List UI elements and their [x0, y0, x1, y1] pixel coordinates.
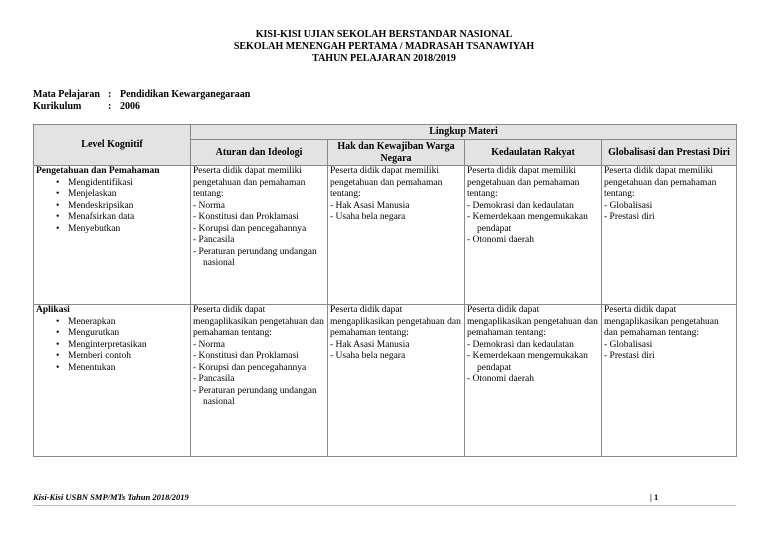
- material-item-text: Peraturan perundang undangan nasional: [198, 385, 317, 407]
- list-item: • Mengurutkan: [56, 328, 188, 340]
- material-item: - Konstitusi dan Proklamasi: [193, 351, 299, 361]
- material-item-text: Demokrasi dan kedaulatan: [472, 339, 574, 350]
- material-cell: [465, 166, 602, 305]
- cell-intro: Peserta didik dapat memiliki pengetahuan dan pemahaman tentang:: [604, 166, 717, 199]
- material-item-text: Prestasi diri: [609, 351, 655, 361]
- list-item: • Menginterpretasikan: [56, 340, 188, 352]
- material-cell: [191, 305, 328, 457]
- level-title: Aplikasi: [36, 305, 70, 315]
- material-item-text: Demokrasi dan kedaulatan: [472, 200, 574, 211]
- material-item-text: Hak Asasi Manusia: [335, 339, 410, 350]
- cell-intro: Peserta didik dapat memiliki pengetahuan dan pemahaman tentang:: [330, 166, 443, 199]
- material-item: - Demokrasi dan kedaulatan: [467, 200, 574, 211]
- material-cell: [602, 305, 737, 457]
- material-item-text: Norma: [198, 339, 225, 350]
- cell-intro: Peserta didik dapat mengaplikasikan pengetahuan dan pemahaman tentang:: [330, 305, 461, 338]
- material-item: - Usaha bela negara: [330, 351, 406, 361]
- cell-intro: Peserta didik dapat mengaplikasikan pengetahuan dan pemahaman tentang:: [604, 305, 719, 338]
- material-item-text: Hak Asasi Manusia: [335, 200, 410, 211]
- material-item-text: Kemerdekaan mengemukakan pendapat: [472, 351, 588, 373]
- column-header: Hak dan Kewajiban Warga Negara: [328, 140, 465, 166]
- list-item: • Menafsirkan data: [56, 212, 188, 224]
- subject-colon: :: [108, 89, 112, 100]
- curriculum-value: 2006: [120, 101, 140, 112]
- material-cell: [328, 166, 465, 305]
- cell-intro: Peserta didik dapat memiliki pengetahuan dan pemahaman tentang:: [467, 166, 580, 199]
- material-item: - Norma: [193, 200, 225, 211]
- material-item: - Korupsi dan pencegahannya: [193, 362, 307, 373]
- material-item: - Pancasila: [193, 235, 235, 245]
- list-item: • Menyebutkan: [56, 224, 188, 236]
- material-item: - Globalisasi: [604, 339, 653, 350]
- material-item-text: Norma: [198, 200, 225, 211]
- footer-divider: [33, 505, 736, 506]
- level-cell: [34, 305, 191, 457]
- level-header: Level Kognitif: [34, 125, 191, 166]
- material-item-text: Pancasila: [198, 374, 235, 384]
- material-item: - Peraturan perundang undangan nasional: [193, 246, 317, 268]
- column-header: Globalisasi dan Prestasi Diri: [602, 140, 737, 166]
- cognitive-level-table: [33, 124, 737, 457]
- material-item-text: Otonomi daerah: [472, 235, 535, 245]
- material-item-text: Prestasi diri: [609, 212, 655, 222]
- material-item-text: Usaha bela negara: [335, 212, 406, 222]
- column-header: Aturan dan Ideologi: [191, 140, 328, 166]
- material-item-text: Konstitusi dan Proklamasi: [198, 351, 299, 361]
- subject-value: Pendidikan Kewarganegaraan: [120, 89, 251, 100]
- material-cell: [328, 305, 465, 457]
- material-cell: [465, 305, 602, 457]
- list-item: • Mendeskripsikan: [56, 201, 188, 213]
- material-item-text: Globalisasi: [609, 339, 653, 350]
- material-item: - Usaha bela negara: [330, 212, 406, 222]
- doc-title-line-1: KISI-KISI UJIAN SEKOLAH BERSTANDAR NASIONAL: [255, 29, 513, 40]
- doc-title-line-2: SEKOLAH MENENGAH PERTAMA / MADRASAH TSANAWIYAH: [233, 41, 535, 52]
- material-cell: [602, 166, 737, 305]
- level-cell: [34, 166, 191, 305]
- material-item: - Kemerdekaan mengemukakan pendapat: [467, 351, 588, 373]
- cell-intro: Peserta didik dapat mengaplikasikan pengetahuan dan pemahaman tentang:: [467, 305, 598, 338]
- list-item: • Menerapkan: [56, 317, 188, 329]
- cell-intro: Peserta didik dapat mengaplikasikan pengetahuan dan pemahaman tentang:: [193, 305, 324, 338]
- material-item: - Otonomi daerah: [467, 374, 535, 384]
- material-item-text: Usaha bela negara: [335, 351, 406, 361]
- table-row: [34, 166, 737, 305]
- cell-intro: Peserta didik dapat memiliki pengetahuan dan pemahaman tentang:: [193, 166, 306, 199]
- material-item-text: Globalisasi: [609, 200, 653, 211]
- material-item: - Konstitusi dan Proklamasi: [193, 212, 299, 222]
- scope-header: Lingkup Materi: [191, 125, 737, 140]
- material-item-text: Korupsi dan pencegahannya: [198, 362, 307, 373]
- curriculum-colon: :: [108, 101, 112, 112]
- material-item: - Hak Asasi Manusia: [330, 339, 410, 350]
- list-item: • Memberi contoh: [56, 351, 188, 363]
- curriculum-label: Kurikulum: [33, 101, 82, 112]
- material-item-text: Korupsi dan pencegahannya: [198, 223, 307, 234]
- material-item-text: Otonomi daerah: [472, 374, 535, 384]
- table-row: [34, 305, 737, 457]
- page-number: | 1: [650, 492, 659, 502]
- material-item: - Globalisasi: [604, 200, 653, 211]
- list-item: • Menentukan: [56, 363, 188, 375]
- level-verb-list: [36, 178, 188, 236]
- material-item-text: Pancasila: [198, 235, 235, 245]
- material-item: - Kemerdekaan mengemukakan pendapat: [467, 212, 588, 234]
- material-item: - Prestasi diri: [604, 351, 655, 361]
- list-item: • Menjelaskan: [56, 189, 188, 201]
- material-item: - Pancasila: [193, 374, 235, 384]
- material-item-text: Peraturan perundang undangan nasional: [198, 246, 317, 268]
- material-item-text: Kemerdekaan mengemukakan pendapat: [472, 212, 588, 234]
- column-header: Kedaulatan Rakyat: [465, 140, 602, 166]
- doc-title-line-3: TAHUN PELAJARAN 2018/2019: [312, 53, 456, 64]
- material-item: - Demokrasi dan kedaulatan: [467, 339, 574, 350]
- material-item: - Peraturan perundang undangan nasional: [193, 385, 317, 407]
- material-item: - Norma: [193, 339, 225, 350]
- level-verb-list: [36, 317, 188, 375]
- list-item: • Mengidentifikasi: [56, 178, 188, 190]
- subject-row: [33, 89, 250, 101]
- subject-label: Mata Pelajaran: [33, 89, 100, 100]
- material-item: - Prestasi diri: [604, 212, 655, 222]
- material-item: - Otonomi daerah: [467, 235, 535, 245]
- curriculum-row: [33, 101, 140, 113]
- material-cell: [191, 166, 328, 305]
- material-item-text: Konstitusi dan Proklamasi: [198, 212, 299, 222]
- material-item: - Hak Asasi Manusia: [330, 200, 410, 211]
- material-item: - Korupsi dan pencegahannya: [193, 223, 307, 234]
- footer-text: Kisi-Kisi USBN SMP/MTs Tahun 2018/2019: [33, 492, 189, 502]
- level-title: Pengetahuan dan Pemahaman: [36, 166, 160, 176]
